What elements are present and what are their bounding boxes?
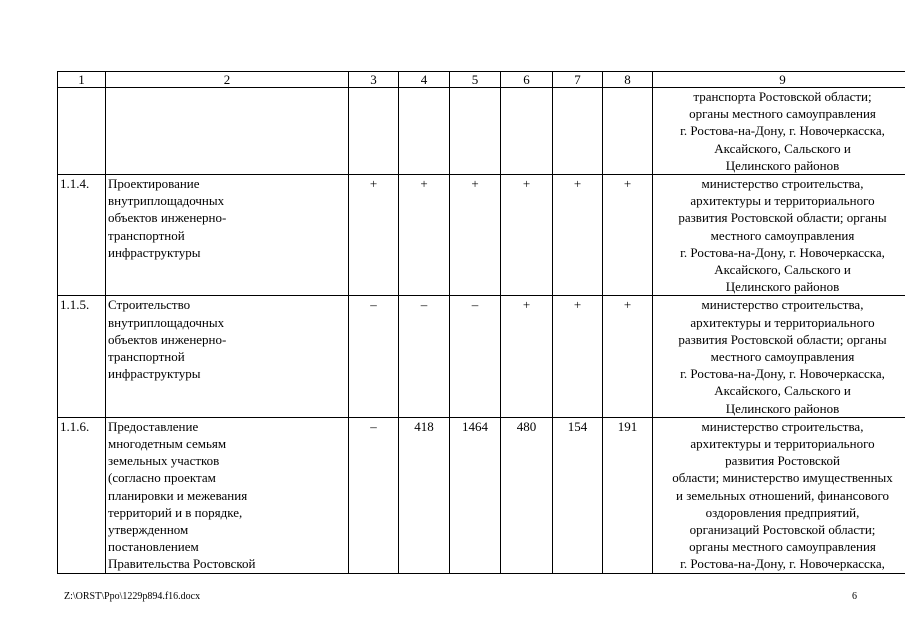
table-row-continuation xyxy=(58,88,905,175)
header-cell: 6 xyxy=(501,72,553,88)
activity-name-cell: Проектирование внутриплощадочных объектов инженерно- транспортной инфраструктуры xyxy=(106,175,349,296)
row-number: 1.1.6. xyxy=(58,417,106,573)
value-cell: + xyxy=(603,296,653,417)
header-cell: 5 xyxy=(450,72,501,88)
value-cell: + xyxy=(501,296,553,417)
row-number: 1.1.4. xyxy=(58,175,106,296)
responsible-cell: министерство строительства, архитектуры и территориального развития Ростовской области; органы местного самоуправления г. Ростова-на-Дону, г. Новочеркасска, Аксайского, Сальского и Целинского районов xyxy=(653,175,905,296)
row-number: 1.1.5. xyxy=(58,296,106,417)
program-table xyxy=(57,71,905,574)
value-cell: 480 xyxy=(501,417,553,573)
value-cell: + xyxy=(349,175,399,296)
table-row-1-1-6 xyxy=(58,417,905,573)
value-cell: 191 xyxy=(603,417,653,573)
header-cell: 9 xyxy=(653,72,905,88)
value-cell: 418 xyxy=(399,417,450,573)
header-cell: 2 xyxy=(106,72,349,88)
activity-name-cell: Предоставление многодетным семьям земельных участков (согласно проектам планировки и межевания территорий и в порядке, утвержденном постановлением Правительства Ростовской xyxy=(106,417,349,573)
value-cell: + xyxy=(553,175,603,296)
value-cell: + xyxy=(603,175,653,296)
value-cell: + xyxy=(501,175,553,296)
value-cell: – xyxy=(450,296,501,417)
responsible-cell: министерство строительства, архитектуры и территориального развития Ростовской области; органы местного самоуправления г. Ростова-на-Дону, г. Новочеркасска, Аксайского, Сальского и Целинского районов xyxy=(653,296,905,417)
value-cell: – xyxy=(349,417,399,573)
header-cell: 4 xyxy=(399,72,450,88)
page-number: 6 xyxy=(852,591,857,602)
value-cell: + xyxy=(553,296,603,417)
activity-name-cell: Строительство внутриплощадочных объектов инженерно- транспортной инфраструктуры xyxy=(106,296,349,417)
header-cell: 7 xyxy=(553,72,603,88)
header-cell: 8 xyxy=(603,72,653,88)
table-row-1-1-5 xyxy=(58,296,905,417)
value-cell: 1464 xyxy=(450,417,501,573)
header-row xyxy=(58,72,905,88)
responsible-cell: министерство строительства, архитектуры и территориального развития Ростовской области; министерство имущественных и земельных отношений, финансового оздоровления предприятий, организаций Ростовской области; органы местного самоуправления г. Ростова-на-Дону, г. Новочеркасска, xyxy=(653,417,905,573)
file-path-footer: Z:\ORST\Ppo\1229p894.f16.docx xyxy=(64,591,201,602)
responsible-cell: транспорта Ростовской области; органы местного самоуправления г. Ростова-на-Дону, г. Новочеркасска, Аксайского, Сальского и Целинского районов xyxy=(653,88,905,175)
value-cell: + xyxy=(450,175,501,296)
value-cell: – xyxy=(349,296,399,417)
value-cell: – xyxy=(399,296,450,417)
header-cell: 1 xyxy=(58,72,106,88)
value-cell: + xyxy=(399,175,450,296)
header-cell: 3 xyxy=(349,72,399,88)
value-cell: 154 xyxy=(553,417,603,573)
table-row-1-1-4 xyxy=(58,175,905,296)
